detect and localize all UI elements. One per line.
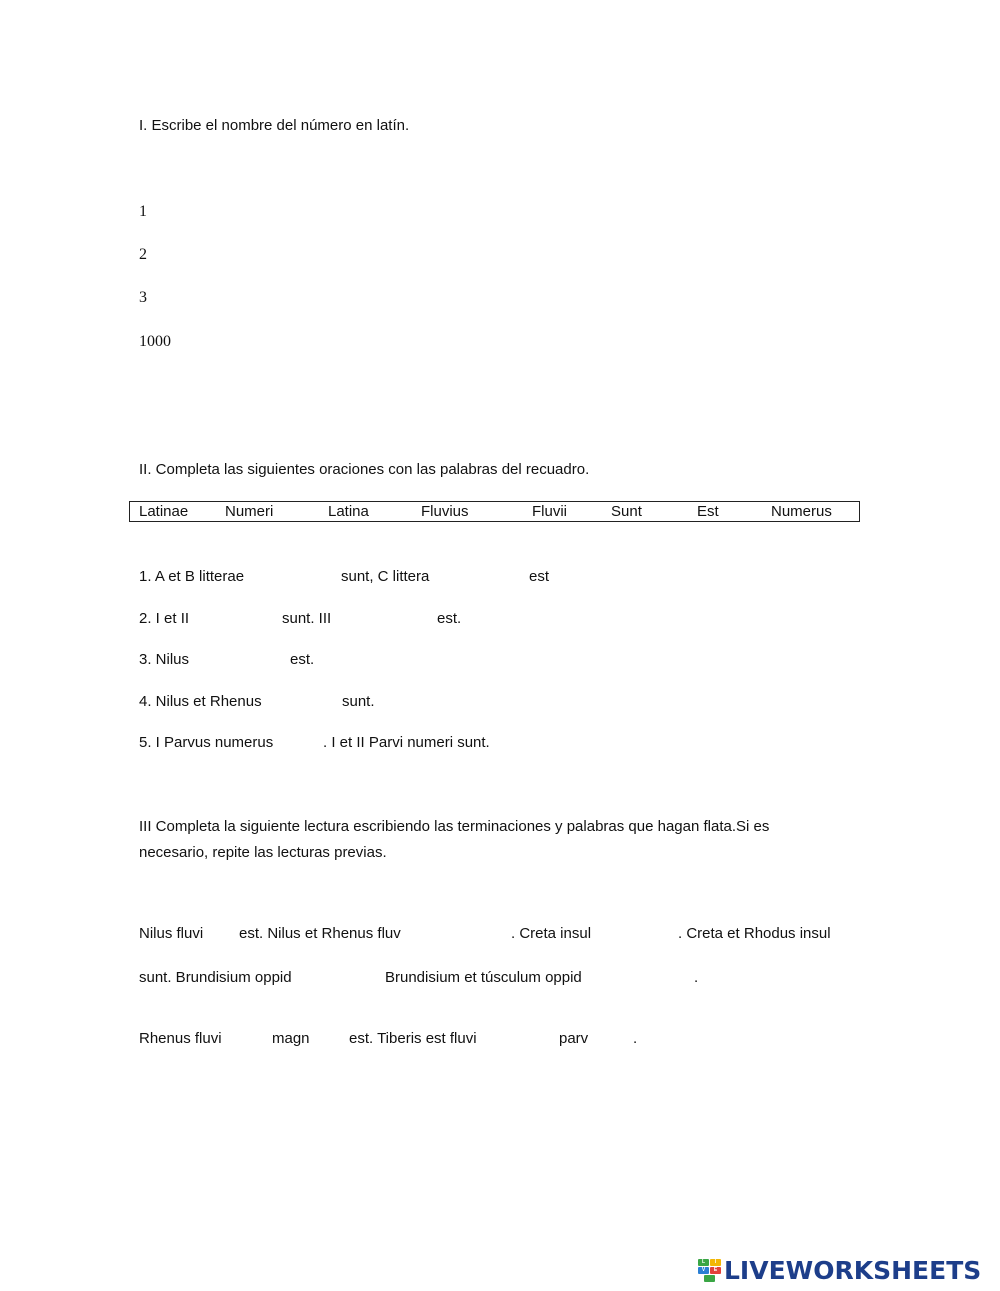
liveworksheets-wordmark: LIVEWORKSHEETS [724, 1256, 982, 1285]
number-item-1: 1 [139, 203, 147, 220]
word-bank-item: Latina [328, 503, 369, 520]
reading-2-part-3: . [694, 969, 699, 986]
section-3-heading-line-1: III Completa la siguiente lectura escribiendo las terminaciones y palabras que hagan flata.Si es [139, 818, 770, 835]
sentence-3-part-2: est. [290, 651, 315, 668]
mark-cell-e: E [710, 1267, 721, 1274]
sentence-5-part-1: 5. I Parvus numerus [139, 734, 274, 751]
reading-3-part-5: . [633, 1030, 638, 1047]
reading-1-part-1: Nilus fluvi [139, 925, 204, 942]
sentence-1-part-1: 1. A et B litterae [139, 568, 245, 585]
reading-2-part-1: sunt. Brundisium oppid [139, 969, 292, 986]
word-bank-item: Fluvius [421, 503, 469, 520]
sentence-2-part-3: est. [437, 610, 462, 627]
sentence-1-part-2: sunt, C littera [341, 568, 430, 585]
sentence-5-part-2: . I et II Parvi numeri sunt. [323, 734, 490, 751]
section-1-heading: I. Escribe el nombre del número en latín. [139, 117, 410, 134]
mark-cell-extra [704, 1275, 715, 1282]
word-bank-item: Est [697, 503, 719, 520]
section-2-heading: II. Completa las siguientes oraciones con las palabras del recuadro. [139, 461, 590, 478]
mark-cell-i: I [710, 1259, 721, 1266]
number-item-3: 3 [139, 289, 147, 306]
word-bank-item: Numeri [225, 503, 274, 520]
reading-3-part-4: parv [559, 1030, 589, 1047]
number-item-2: 2 [139, 246, 147, 263]
sentence-4-part-1: 4. Nilus et Rhenus [139, 693, 262, 710]
word-bank-item: Numerus [771, 503, 832, 520]
reading-1-part-3: . Creta insul [511, 925, 592, 942]
reading-3-part-1: Rhenus fluvi [139, 1030, 222, 1047]
sentence-1-part-3: est [529, 568, 550, 585]
sentence-4-part-2: sunt. [342, 693, 375, 710]
reading-3-part-3: est. Tiberis est fluvi [349, 1030, 477, 1047]
word-bank-item: Sunt [611, 503, 642, 520]
reading-1-part-4: . Creta et Rhodus insul [678, 925, 831, 942]
reading-2-part-2: Brundisium et túsculum oppid [385, 969, 582, 986]
liveworksheets-mark-icon [698, 1259, 722, 1283]
word-bank-box [129, 501, 860, 522]
number-item-1000: 1000 [139, 333, 171, 350]
mark-cell-v: V [698, 1267, 709, 1274]
section-3-heading-line-2: necesario, repite las lecturas previas. [139, 844, 387, 861]
sentence-3-part-1: 3. Nilus [139, 651, 190, 668]
sentence-2-part-1: 2. I et II [139, 610, 190, 627]
word-bank-item: Fluvii [532, 503, 568, 520]
reading-1-part-2: est. Nilus et Rhenus fluv [239, 925, 401, 942]
reading-3-part-2: magn [272, 1030, 310, 1047]
mark-cell-l: L [698, 1259, 709, 1266]
word-bank-item: Latinae [139, 503, 189, 520]
sentence-2-part-2: sunt. III [282, 610, 332, 627]
